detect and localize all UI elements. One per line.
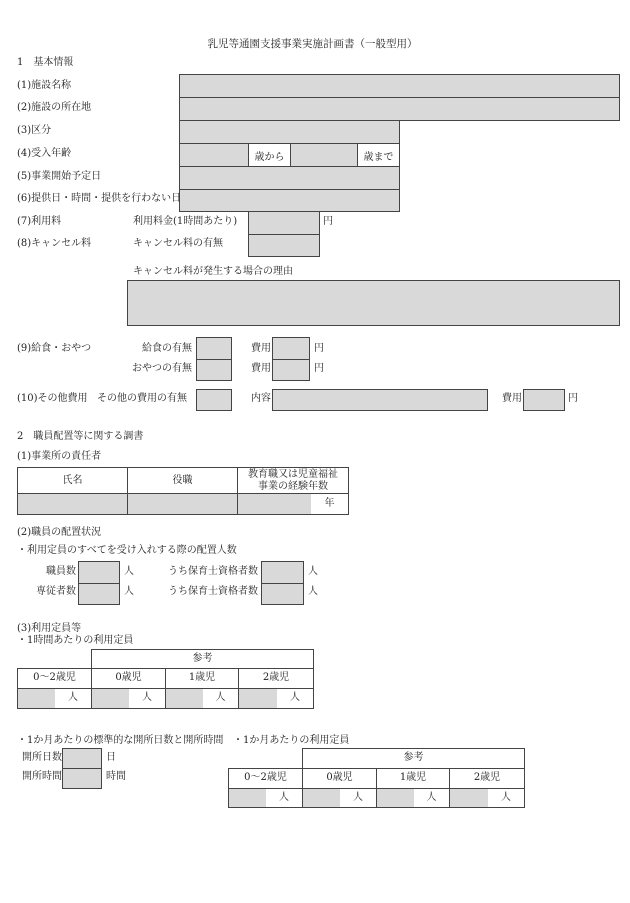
hourly-capacity-note: ・1時間あたりの利用定員	[17, 635, 134, 646]
snack-label: おやつの有無	[132, 363, 192, 374]
placement-heading: (2)職員の配置状況	[17, 527, 102, 538]
monthly-unit: 人	[353, 791, 363, 803]
snack-cost-unit: 円	[314, 363, 324, 374]
facility-address-field[interactable]	[179, 97, 620, 121]
staff-qualified-field[interactable]	[261, 561, 304, 584]
hourly-cell-0	[92, 688, 166, 708]
monthly-unit: 人	[501, 791, 511, 803]
opening-days-field[interactable]	[62, 748, 102, 769]
manager-heading: (1)事業所の責任者	[17, 451, 102, 462]
manager-col-position: 役職	[128, 468, 238, 494]
dedicated-count-field[interactable]	[78, 583, 120, 605]
monthly-cell-0-2	[229, 788, 303, 807]
staff-count-label: 職員数	[46, 566, 76, 577]
hourly-unit: 人	[142, 692, 152, 703]
staff-qualified-unit: 人	[308, 566, 318, 577]
opening-days-unit: 日	[106, 752, 116, 763]
staff-count-unit: 人	[124, 566, 134, 577]
service-schedule-label: (6)提供日・時間・提供を行わない日	[17, 193, 182, 204]
monthly-unit: 人	[279, 791, 289, 803]
cancellation-reason-label: キャンセル料が発生する場合の理由	[133, 266, 293, 277]
section-basic-info-heading: 1 基本情報	[17, 57, 74, 68]
dedicated-qualified-label: うち保育士資格者数	[168, 586, 258, 597]
other-costs-sub-label: その他の費用の有無	[97, 393, 187, 404]
monthly-reference-header: 参考	[303, 749, 525, 769]
opening-hours-label: 開所時間	[22, 771, 62, 782]
staff-count-field[interactable]	[78, 561, 120, 584]
facility-address-label: (2)施設の所在地	[17, 102, 92, 113]
manager-name-field[interactable]	[18, 494, 128, 515]
snack-cost-label: 費用	[251, 363, 271, 374]
usage-fee-field[interactable]	[248, 211, 320, 235]
document-title: 乳児等通園支援事業実施計画書（一般型用）	[207, 38, 418, 50]
monthly-field-1[interactable]	[377, 789, 414, 807]
monthly-cell-0	[303, 788, 377, 807]
dedicated-count-unit: 人	[124, 586, 134, 597]
dedicated-count-label: 専従者数	[36, 586, 76, 597]
service-schedule-field[interactable]	[179, 189, 400, 212]
monthly-col-0-2: 0～2歳児	[229, 768, 303, 788]
snack-field[interactable]	[196, 359, 232, 381]
monthly-unit: 人	[426, 791, 437, 803]
cancellation-fee-sub-label: キャンセル料の有無	[133, 238, 223, 249]
manager-experience-unit: 年	[324, 498, 335, 509]
cancellation-fee-label: (8)キャンセル料	[17, 238, 92, 249]
category-label: (3)区分	[17, 125, 52, 136]
facility-name-label: (1)施設名称	[17, 80, 72, 91]
hourly-reference-header: 参考	[92, 650, 314, 669]
monthly-col-2: 2歳児	[450, 768, 525, 788]
lunch-cost-field[interactable]	[272, 337, 310, 360]
other-cost-label: 費用	[502, 393, 522, 404]
hourly-unit: 人	[68, 692, 78, 703]
manager-col-name: 氏名	[18, 468, 128, 494]
other-costs-label: (10)その他費用	[17, 393, 88, 404]
placement-note: ・利用定員のすべてを受け入れする際の配置人数	[17, 545, 237, 556]
manager-col-experience: 教育職又は児童福祉事業の経験年数	[238, 468, 349, 494]
start-date-field[interactable]	[179, 166, 400, 190]
snack-cost-field[interactable]	[272, 359, 310, 381]
cancellation-reason-field[interactable]	[127, 280, 620, 326]
usage-fee-unit: 円	[323, 216, 333, 227]
dedicated-qualified-unit: 人	[308, 586, 318, 597]
other-costs-field[interactable]	[196, 389, 232, 411]
monthly-cell-1	[377, 788, 450, 807]
manager-position-field[interactable]	[128, 494, 238, 515]
opening-hours-unit: 時間	[106, 771, 126, 782]
manager-experience-cell	[238, 494, 349, 515]
hourly-col-0: 0歳児	[92, 668, 166, 688]
monthly-cell-2	[450, 788, 525, 807]
age-from-unit-text: 歳から	[254, 151, 285, 163]
section-staffing-heading: 2 職員配置等に関する調書	[17, 431, 144, 442]
other-cost-unit: 円	[568, 393, 578, 404]
capacity-heading: (3)利用定員等	[17, 623, 82, 634]
hourly-unit: 人	[290, 692, 300, 703]
monthly-capacity-note: ・1か月あたりの利用定員	[233, 735, 350, 746]
hourly-col-1: 1歳児	[166, 668, 239, 688]
opening-note: ・1か月あたりの標準的な開所日数と開所時間	[17, 735, 224, 746]
hourly-cell-2	[239, 688, 314, 708]
hourly-cell-0-2	[18, 688, 92, 708]
other-cost-field[interactable]	[523, 389, 565, 411]
manager-table	[17, 467, 349, 515]
monthly-col-1: 1歳児	[377, 768, 450, 788]
hourly-col-2: 2歳児	[239, 668, 314, 688]
monthly-col-0: 0歳児	[303, 768, 377, 788]
opening-hours-field[interactable]	[62, 768, 102, 789]
lunch-label: 給食の有無	[142, 343, 192, 354]
dedicated-qualified-field[interactable]	[261, 583, 304, 605]
monthly-field-2[interactable]	[450, 789, 488, 807]
lunch-field[interactable]	[196, 337, 232, 360]
cancellation-fee-field[interactable]	[248, 234, 320, 257]
monthly-capacity-table	[228, 748, 525, 808]
age-from-field[interactable]	[179, 143, 249, 167]
usage-fee-label: (7)利用料	[17, 216, 62, 227]
facility-name-field[interactable]	[179, 74, 620, 98]
monthly-field-0-2[interactable]	[229, 789, 266, 807]
monthly-blank-cell	[229, 749, 303, 769]
hourly-field-1[interactable]	[166, 689, 203, 708]
hourly-col-0-2: 0～2歳児	[18, 668, 92, 688]
age-from-unit	[248, 143, 291, 167]
other-content-label: 内容	[251, 393, 271, 404]
start-date-label: (5)事業開始予定日	[17, 171, 102, 182]
manager-experience-field[interactable]	[238, 494, 311, 514]
meals-snacks-label: (9)給食・おやつ	[17, 343, 92, 354]
lunch-cost-unit: 円	[314, 343, 324, 354]
hourly-field-0-2[interactable]	[18, 689, 55, 708]
hourly-cell-1	[166, 688, 239, 708]
hourly-field-2[interactable]	[239, 689, 277, 708]
category-field[interactable]	[179, 120, 400, 144]
other-content-field[interactable]	[272, 389, 488, 411]
lunch-cost-label: 費用	[251, 343, 271, 354]
hourly-field-0[interactable]	[92, 689, 129, 708]
usage-fee-sub-label: 利用料金(1時間あたり)	[133, 216, 238, 227]
hourly-capacity-table	[17, 649, 314, 709]
age-to-unit	[357, 143, 400, 167]
staff-qualified-label: うち保育士資格者数	[168, 566, 258, 577]
opening-days-label: 開所日数	[22, 752, 62, 763]
age-to-unit-text: 歳まで	[363, 151, 394, 163]
age-to-field[interactable]	[290, 143, 358, 167]
monthly-field-0[interactable]	[303, 789, 340, 807]
hourly-blank-cell	[18, 650, 92, 669]
hourly-unit: 人	[215, 692, 226, 703]
accepted-age-label: (4)受入年齢	[17, 148, 72, 159]
